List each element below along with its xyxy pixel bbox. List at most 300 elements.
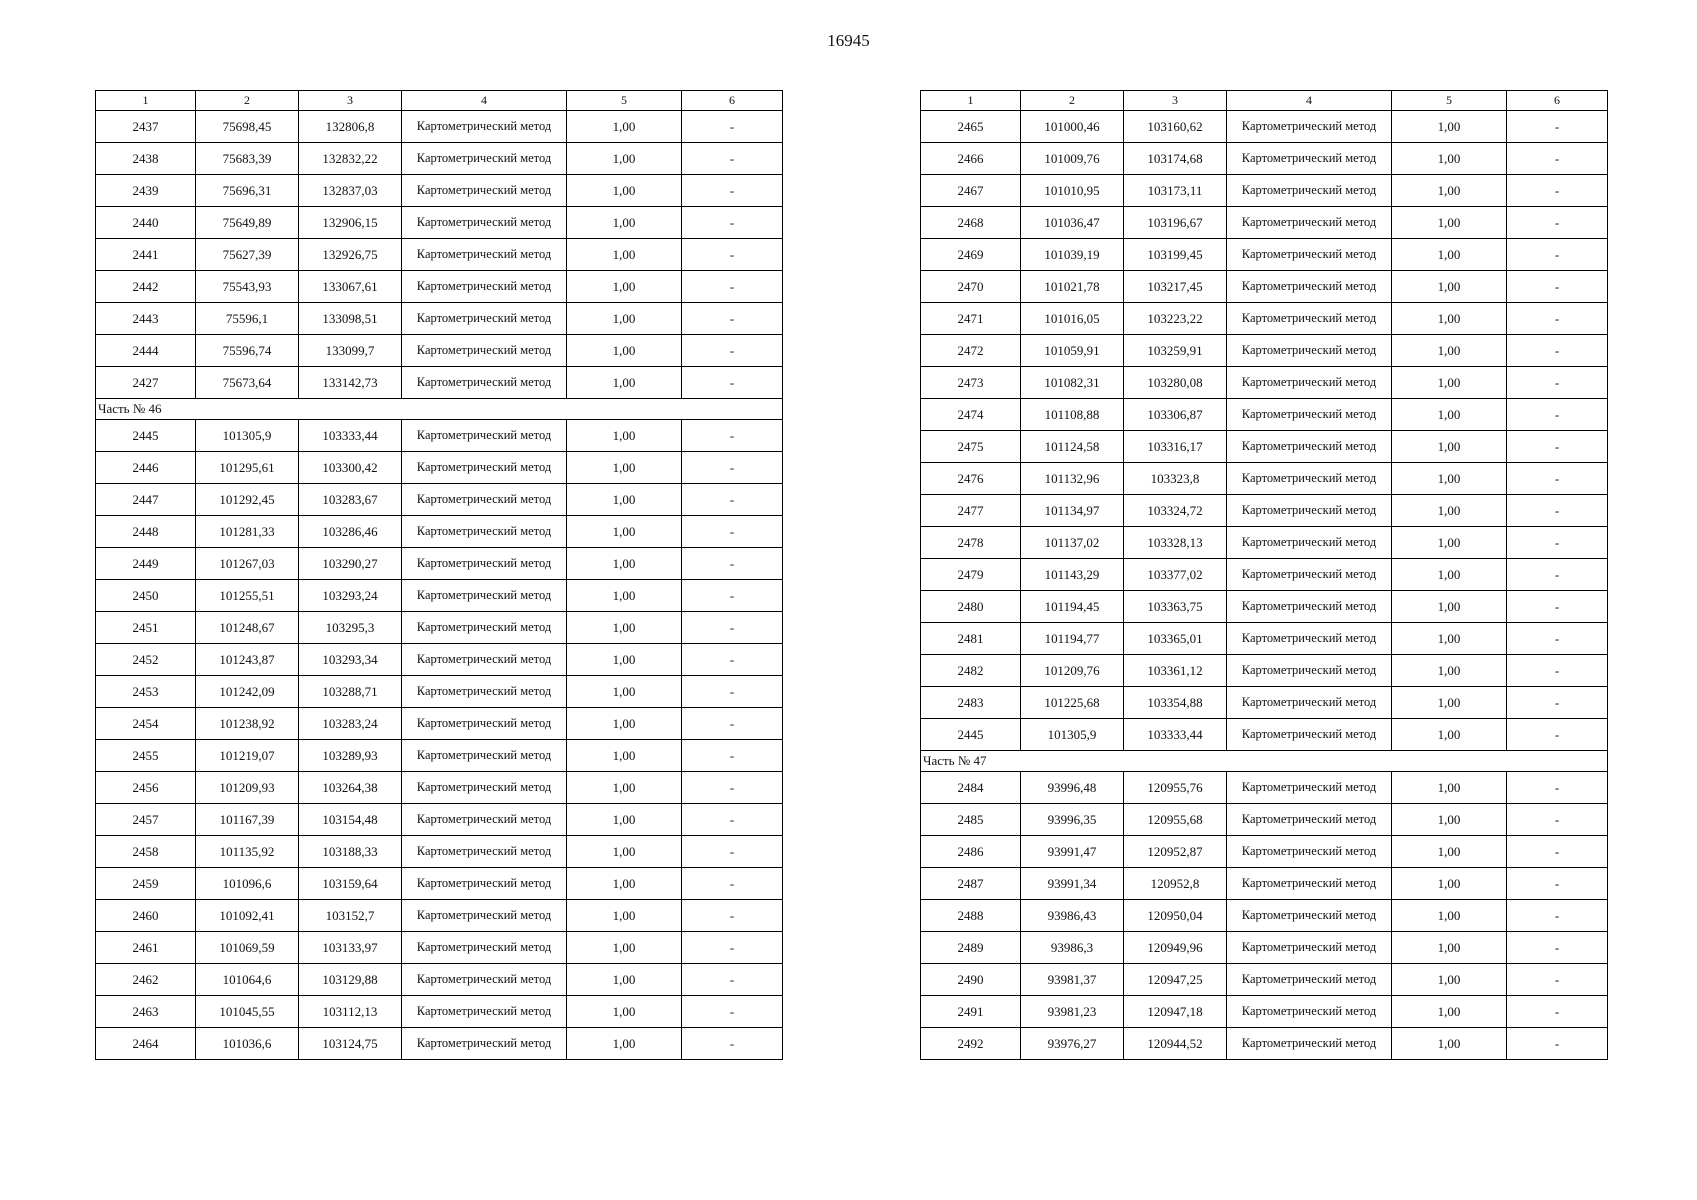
y-coordinate-cell: 103306,87 [1124,399,1227,431]
point-number-cell: 2460 [96,900,196,932]
table-row [96,900,783,932]
x-coordinate-cell: 75596,1 [196,303,299,335]
accuracy-cell: 1,00 [567,708,682,740]
x-coordinate-cell: 93991,47 [1021,836,1124,868]
x-coordinate-cell: 101143,29 [1021,559,1124,591]
method-cell: Картометрический метод [402,239,567,271]
table-row [921,559,1608,591]
method-cell: Картометрический метод [1227,1028,1392,1060]
accuracy-cell: 1,00 [567,143,682,175]
accuracy-cell: 1,00 [567,484,682,516]
column-header: 2 [1021,91,1124,111]
x-coordinate-cell: 101045,55 [196,996,299,1028]
accuracy-cell: 1,00 [1392,559,1507,591]
accuracy-cell: 1,00 [1392,527,1507,559]
table-row [96,239,783,271]
y-coordinate-cell: 103112,13 [299,996,402,1028]
method-cell: Картометрический метод [1227,932,1392,964]
y-coordinate-cell: 103293,34 [299,644,402,676]
accuracy-cell: 1,00 [567,420,682,452]
x-coordinate-cell: 101000,46 [1021,111,1124,143]
accuracy-cell: 1,00 [1392,143,1507,175]
x-coordinate-cell: 101255,51 [196,580,299,612]
accuracy-cell: 1,00 [1392,111,1507,143]
method-cell: Картометрический метод [402,303,567,335]
accuracy-cell: 1,00 [567,111,682,143]
accuracy-cell: 1,00 [1392,207,1507,239]
column-header: 4 [1227,91,1392,111]
y-coordinate-cell: 120944,52 [1124,1028,1227,1060]
point-number-cell: 2458 [96,836,196,868]
point-number-cell: 2473 [921,367,1021,399]
point-number-cell: 2470 [921,271,1021,303]
y-coordinate-cell: 103174,68 [1124,143,1227,175]
accuracy-cell: 1,00 [567,580,682,612]
description-cell: - [1507,772,1608,804]
accuracy-cell: 1,00 [567,804,682,836]
y-coordinate-cell: 103324,72 [1124,495,1227,527]
method-cell: Картометрический метод [1227,271,1392,303]
point-number-cell: 2467 [921,175,1021,207]
table-row [921,900,1608,932]
table-row [921,399,1608,431]
method-cell: Картометрический метод [402,868,567,900]
point-number-cell: 2444 [96,335,196,367]
table-row [96,420,783,452]
accuracy-cell: 1,00 [1392,591,1507,623]
column-header: 1 [96,91,196,111]
method-cell: Картометрический метод [1227,495,1392,527]
x-coordinate-cell: 101059,91 [1021,335,1124,367]
point-number-cell: 2441 [96,239,196,271]
table-header-row [921,91,1608,111]
method-cell: Картометрический метод [402,772,567,804]
x-coordinate-cell: 101295,61 [196,452,299,484]
accuracy-cell: 1,00 [567,548,682,580]
description-cell: - [1507,559,1608,591]
y-coordinate-cell: 103154,48 [299,804,402,836]
accuracy-cell: 1,00 [1392,399,1507,431]
y-coordinate-cell: 120955,76 [1124,772,1227,804]
method-cell: Картометрический метод [1227,527,1392,559]
x-coordinate-cell: 75649,89 [196,207,299,239]
table-body [96,111,783,1060]
method-cell: Картометрический метод [1227,335,1392,367]
x-coordinate-cell: 101209,76 [1021,655,1124,687]
point-number-cell: 2476 [921,463,1021,495]
x-coordinate-cell: 101092,41 [196,900,299,932]
method-cell: Картометрический метод [402,143,567,175]
table-row [921,932,1608,964]
point-number-cell: 2437 [96,111,196,143]
point-number-cell: 2462 [96,964,196,996]
x-coordinate-cell: 101167,39 [196,804,299,836]
y-coordinate-cell: 103328,13 [1124,527,1227,559]
point-number-cell: 2463 [96,996,196,1028]
accuracy-cell: 1,00 [567,964,682,996]
accuracy-cell: 1,00 [567,740,682,772]
method-cell: Картометрический метод [402,452,567,484]
x-coordinate-cell: 101292,45 [196,484,299,516]
description-cell: - [682,836,783,868]
x-coordinate-cell: 101009,76 [1021,143,1124,175]
description-cell: - [1507,996,1608,1028]
point-number-cell: 2491 [921,996,1021,1028]
description-cell: - [1507,143,1608,175]
x-coordinate-cell: 101096,6 [196,868,299,900]
y-coordinate-cell: 103316,17 [1124,431,1227,463]
description-cell: - [682,708,783,740]
y-coordinate-cell: 103160,62 [1124,111,1227,143]
description-cell: - [682,207,783,239]
accuracy-cell: 1,00 [1392,431,1507,463]
point-number-cell: 2449 [96,548,196,580]
point-number-cell: 2442 [96,271,196,303]
y-coordinate-cell: 103361,12 [1124,655,1227,687]
description-cell: - [1507,964,1608,996]
table-row [96,804,783,836]
x-coordinate-cell: 75543,93 [196,271,299,303]
point-number-cell: 2480 [921,591,1021,623]
method-cell: Картометрический метод [402,271,567,303]
point-number-cell: 2464 [96,1028,196,1060]
table-row [921,772,1608,804]
x-coordinate-cell: 101036,6 [196,1028,299,1060]
table-row [921,143,1608,175]
x-coordinate-cell: 93976,27 [1021,1028,1124,1060]
section-label: Часть № 46 [96,399,783,420]
y-coordinate-cell: 103259,91 [1124,335,1227,367]
table-row [921,335,1608,367]
method-cell: Картометрический метод [1227,431,1392,463]
accuracy-cell: 1,00 [1392,868,1507,900]
table-row [96,548,783,580]
point-number-cell: 2478 [921,527,1021,559]
y-coordinate-cell: 103173,11 [1124,175,1227,207]
method-cell: Картометрический метод [1227,964,1392,996]
x-coordinate-cell: 101305,9 [1021,719,1124,751]
accuracy-cell: 1,00 [1392,335,1507,367]
x-coordinate-cell: 101016,05 [1021,303,1124,335]
accuracy-cell: 1,00 [1392,719,1507,751]
method-cell: Картометрический метод [1227,111,1392,143]
description-cell: - [682,900,783,932]
description-cell: - [1507,900,1608,932]
y-coordinate-cell: 103323,8 [1124,463,1227,495]
method-cell: Картометрический метод [402,1028,567,1060]
table-header-row [96,91,783,111]
description-cell: - [1507,655,1608,687]
accuracy-cell: 1,00 [567,644,682,676]
method-cell: Картометрический метод [402,804,567,836]
method-cell: Картометрический метод [1227,591,1392,623]
description-cell: - [1507,932,1608,964]
description-cell: - [1507,1028,1608,1060]
accuracy-cell: 1,00 [567,271,682,303]
y-coordinate-cell: 133067,61 [299,271,402,303]
table-row [921,463,1608,495]
point-number-cell: 2477 [921,495,1021,527]
table-row [921,495,1608,527]
description-cell: - [1507,527,1608,559]
x-coordinate-cell: 101135,92 [196,836,299,868]
description-cell: - [682,612,783,644]
method-cell: Картометрический метод [1227,719,1392,751]
y-coordinate-cell: 132906,15 [299,207,402,239]
x-coordinate-cell: 101036,47 [1021,207,1124,239]
table-row [921,1028,1608,1060]
y-coordinate-cell: 103133,97 [299,932,402,964]
method-cell: Картометрический метод [402,644,567,676]
point-number-cell: 2450 [96,580,196,612]
table-row [96,1028,783,1060]
y-coordinate-cell: 120947,18 [1124,996,1227,1028]
accuracy-cell: 1,00 [1392,964,1507,996]
description-cell: - [1507,239,1608,271]
accuracy-cell: 1,00 [1392,804,1507,836]
x-coordinate-cell: 101064,6 [196,964,299,996]
y-coordinate-cell: 103217,45 [1124,271,1227,303]
description-cell: - [682,484,783,516]
table-row [96,175,783,207]
table-row [921,367,1608,399]
description-cell: - [1507,431,1608,463]
accuracy-cell: 1,00 [567,612,682,644]
accuracy-cell: 1,00 [567,996,682,1028]
accuracy-cell: 1,00 [567,452,682,484]
point-number-cell: 2486 [921,836,1021,868]
point-number-cell: 2485 [921,804,1021,836]
x-coordinate-cell: 101209,93 [196,772,299,804]
y-coordinate-cell: 103283,24 [299,708,402,740]
method-cell: Картометрический метод [1227,559,1392,591]
y-coordinate-cell: 103333,44 [299,420,402,452]
table-row [921,964,1608,996]
description-cell: - [682,740,783,772]
x-coordinate-cell: 101082,31 [1021,367,1124,399]
section-header-row [921,751,1608,772]
column-header: 1 [921,91,1021,111]
x-coordinate-cell: 101134,97 [1021,495,1124,527]
column-header: 5 [1392,91,1507,111]
y-coordinate-cell: 120950,04 [1124,900,1227,932]
method-cell: Картометрический метод [402,740,567,772]
x-coordinate-cell: 101267,03 [196,548,299,580]
method-cell: Картометрический метод [1227,463,1392,495]
point-number-cell: 2461 [96,932,196,964]
table-row [921,207,1608,239]
x-coordinate-cell: 75698,45 [196,111,299,143]
description-cell: - [682,804,783,836]
description-cell: - [1507,495,1608,527]
point-number-cell: 2443 [96,303,196,335]
y-coordinate-cell: 103288,71 [299,676,402,708]
table-row [921,591,1608,623]
method-cell: Картометрический метод [402,335,567,367]
point-number-cell: 2472 [921,335,1021,367]
table-row [921,111,1608,143]
method-cell: Картометрический метод [1227,303,1392,335]
table-row [921,271,1608,303]
table-row [96,772,783,804]
description-cell: - [1507,868,1608,900]
table-row [921,836,1608,868]
y-coordinate-cell: 103196,67 [1124,207,1227,239]
accuracy-cell: 1,00 [567,1028,682,1060]
accuracy-cell: 1,00 [1392,655,1507,687]
x-coordinate-cell: 101242,09 [196,676,299,708]
description-cell: - [682,772,783,804]
point-number-cell: 2483 [921,687,1021,719]
table-row [96,143,783,175]
description-cell: - [682,367,783,399]
method-cell: Картометрический метод [402,175,567,207]
description-cell: - [1507,399,1608,431]
x-coordinate-cell: 75627,39 [196,239,299,271]
table-row [921,687,1608,719]
x-coordinate-cell: 75696,31 [196,175,299,207]
y-coordinate-cell: 120952,87 [1124,836,1227,868]
description-cell: - [682,996,783,1028]
description-cell: - [1507,719,1608,751]
x-coordinate-cell: 75683,39 [196,143,299,175]
x-coordinate-cell: 93981,23 [1021,996,1124,1028]
y-coordinate-cell: 103223,22 [1124,303,1227,335]
method-cell: Картометрический метод [402,111,567,143]
x-coordinate-cell: 93986,3 [1021,932,1124,964]
method-cell: Картометрический метод [1227,239,1392,271]
y-coordinate-cell: 103159,64 [299,868,402,900]
description-cell: - [682,868,783,900]
table-row [96,580,783,612]
x-coordinate-cell: 101132,96 [1021,463,1124,495]
y-coordinate-cell: 103290,27 [299,548,402,580]
description-cell: - [682,644,783,676]
accuracy-cell: 1,00 [1392,932,1507,964]
method-cell: Картометрический метод [1227,868,1392,900]
page-number: 16945 [827,31,870,50]
description-cell: - [682,1028,783,1060]
coordinates-table-left [95,90,783,1060]
description-cell: - [1507,335,1608,367]
section-label: Часть № 47 [921,751,1608,772]
accuracy-cell: 1,00 [1392,367,1507,399]
point-number-cell: 2448 [96,516,196,548]
x-coordinate-cell: 101137,02 [1021,527,1124,559]
method-cell: Картометрический метод [402,367,567,399]
point-number-cell: 2466 [921,143,1021,175]
table-row [96,868,783,900]
column-header: 4 [402,91,567,111]
y-coordinate-cell: 103129,88 [299,964,402,996]
y-coordinate-cell: 132837,03 [299,175,402,207]
y-coordinate-cell: 133099,7 [299,335,402,367]
table-row [921,527,1608,559]
y-coordinate-cell: 103152,7 [299,900,402,932]
accuracy-cell: 1,00 [1392,900,1507,932]
y-coordinate-cell: 103264,38 [299,772,402,804]
description-cell: - [682,175,783,207]
accuracy-cell: 1,00 [1392,495,1507,527]
table-row [921,719,1608,751]
point-number-cell: 2454 [96,708,196,740]
y-coordinate-cell: 120952,8 [1124,868,1227,900]
y-coordinate-cell: 132806,8 [299,111,402,143]
point-number-cell: 2427 [96,367,196,399]
x-coordinate-cell: 101238,92 [196,708,299,740]
x-coordinate-cell: 101305,9 [196,420,299,452]
column-header: 6 [682,91,783,111]
y-coordinate-cell: 103289,93 [299,740,402,772]
table-row [96,644,783,676]
point-number-cell: 2446 [96,452,196,484]
y-coordinate-cell: 133142,73 [299,367,402,399]
description-cell: - [1507,111,1608,143]
point-number-cell: 2465 [921,111,1021,143]
point-number-cell: 2459 [96,868,196,900]
x-coordinate-cell: 101194,77 [1021,623,1124,655]
point-number-cell: 2481 [921,623,1021,655]
method-cell: Картометрический метод [402,996,567,1028]
accuracy-cell: 1,00 [1392,836,1507,868]
accuracy-cell: 1,00 [567,303,682,335]
x-coordinate-cell: 101194,45 [1021,591,1124,623]
y-coordinate-cell: 120947,25 [1124,964,1227,996]
point-number-cell: 2484 [921,772,1021,804]
table-row [921,431,1608,463]
y-coordinate-cell: 103295,3 [299,612,402,644]
y-coordinate-cell: 103124,75 [299,1028,402,1060]
description-cell: - [1507,271,1608,303]
table-row [96,676,783,708]
point-number-cell: 2445 [921,719,1021,751]
table-row [96,740,783,772]
x-coordinate-cell: 101219,07 [196,740,299,772]
x-coordinate-cell: 101108,88 [1021,399,1124,431]
y-coordinate-cell: 103300,42 [299,452,402,484]
description-cell: - [1507,687,1608,719]
method-cell: Картометрический метод [402,516,567,548]
x-coordinate-cell: 93981,37 [1021,964,1124,996]
coordinates-table-right [920,90,1608,1060]
description-cell: - [682,335,783,367]
point-number-cell: 2475 [921,431,1021,463]
x-coordinate-cell: 93986,43 [1021,900,1124,932]
method-cell: Картометрический метод [402,484,567,516]
table-row [96,612,783,644]
description-cell: - [682,676,783,708]
method-cell: Картометрический метод [402,676,567,708]
table-row [96,303,783,335]
accuracy-cell: 1,00 [1392,175,1507,207]
point-number-cell: 2451 [96,612,196,644]
point-number-cell: 2490 [921,964,1021,996]
method-cell: Картометрический метод [402,548,567,580]
table-row [921,303,1608,335]
x-coordinate-cell: 101281,33 [196,516,299,548]
method-cell: Картометрический метод [1227,143,1392,175]
method-cell: Картометрический метод [402,932,567,964]
x-coordinate-cell: 93996,35 [1021,804,1124,836]
description-cell: - [682,516,783,548]
method-cell: Картометрический метод [1227,772,1392,804]
accuracy-cell: 1,00 [567,772,682,804]
point-number-cell: 2469 [921,239,1021,271]
accuracy-cell: 1,00 [1392,772,1507,804]
table-row [96,964,783,996]
description-cell: - [682,420,783,452]
table-row [921,623,1608,655]
